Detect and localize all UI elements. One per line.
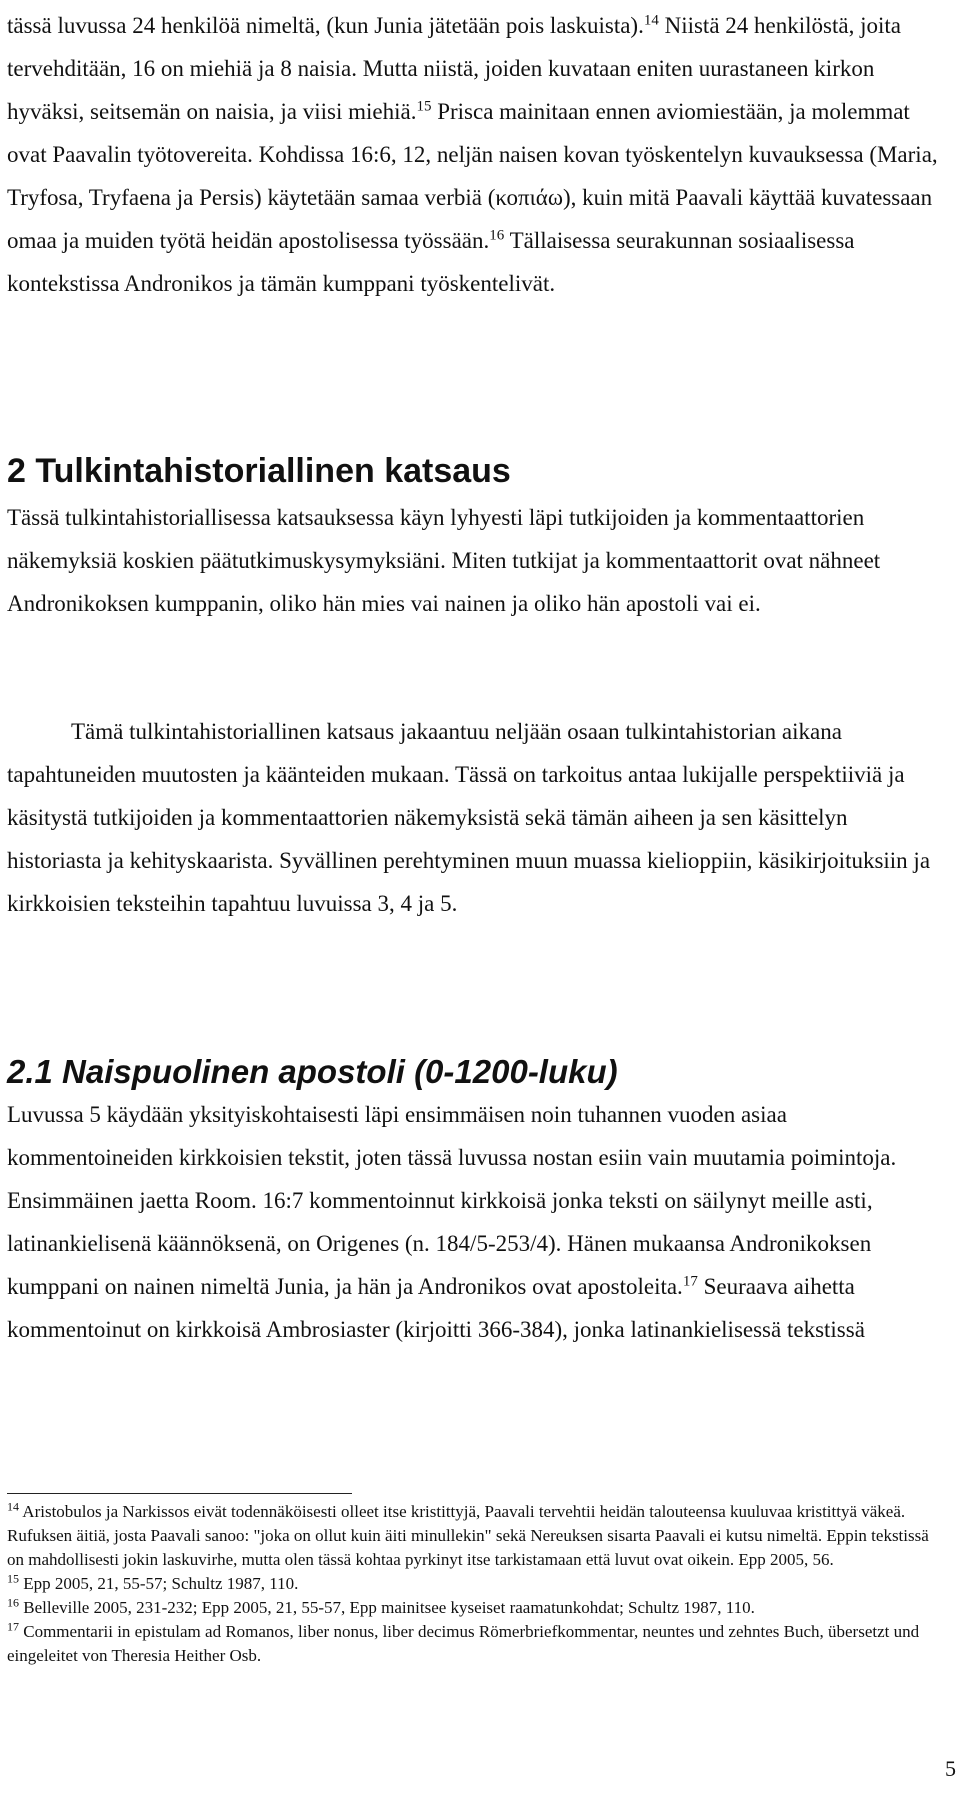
paragraph-text: tässä luvussa 24 henkilöä nimeltä, (kun Junia jätetään pois laskuista). (7, 13, 644, 38)
paragraph-text: Luvussa 5 käydään yksityiskohtaisesti läpi ensimmäisen noin tuhannen vuoden asiaa kommentoineiden kirkkoisien tekstit, joten tässä luvussa nostan esiin vain muutamia poimintoja. Ensimmäinen jaetta Room. 16:7 kommentoinnut kirkkoisä jonka teksti on säilynyt meille asti, latinankielisenä käännöksenä, on Origenes (n. 184/5-253/4). Hänen mukaansa Andronikoksen kumppani on nainen nimeltä Junia, ja hän ja Andronikos ovat apostoleita. (7, 1102, 897, 1299)
footnote-number: 16 (7, 1595, 19, 1610)
paragraph-intro (7, 4, 947, 305)
footnote-number: 15 (7, 1571, 19, 1586)
paragraph-text: Tällaisessa seurakunnan sosiaalisessa kontekstissa Andronikos ja tämän kumppani työskentelivät. (7, 228, 855, 296)
section-heading-2-1: 2.1 Naispuolinen apostoli (0-1200-luku) (7, 1053, 618, 1090)
paragraph-text: Niistä 24 henkilöstä, joita tervehditään, 16 on miehiä ja 8 naisia. Mutta niistä, joiden kuvataan eniten uurastaneen kirkon hyväksi, seitsemän on naisia, ja viisi miehiä. (7, 13, 901, 124)
paragraph-text: Prisca mainitaan ennen aviomiestään, ja molemmat ovat Paavalin työtovereita. Kohdissa 16:6, 12, neljän naisen kovan työskentelyn kuvauksessa (Maria, Tryfosa, Tryfaena ja Persis) käytetään samaa verbiä (κοπιάω), kuin mitä Paavali käyttää kuvatessaan omaa ja muiden työtä heidän apostolisessa työssään. (7, 99, 938, 253)
paragraph-text: Seuraava aihetta kommentoinut on kirkkoisä Ambrosiaster (kirjoitti 366-384), jonka latinankielisessä tekstissä (7, 1274, 865, 1342)
footnote-ref-17[interactable]: 17 (682, 1273, 698, 1290)
footnote-ref-14[interactable]: 14 (643, 12, 659, 29)
paragraph-overview: Tässä tulkintahistoriallisessa katsauksessa käyn lyhyesti läpi tutkijoiden ja kommentaattorien näkemyksiä koskien päätutkimuskysymyksiäni. Miten tutkijat ja kommentaattorit ovat nähneet Andronikoksen kumppanin, oliko hän mies vai nainen ja oliko hän apostoli vai ei. (7, 505, 881, 616)
footnote-separator (7, 1493, 352, 1494)
section-heading-2: 2 Tulkintahistoriallinen katsaus (7, 452, 511, 490)
footnote-number: 17 (7, 1619, 19, 1634)
footnote-text: Belleville 2005, 231-232; Epp 2005, 21, 55-57, Epp mainitsee kyseiset raamatunkohdat; Schultz 1987, 110. (19, 1598, 755, 1617)
footnote-text: Epp 2005, 21, 55-57; Schultz 1987, 110. (19, 1574, 299, 1593)
footnote-14 (7, 1500, 947, 1572)
footnote-ref-16[interactable]: 16 (489, 227, 505, 244)
footnote-ref-15[interactable]: 15 (416, 98, 432, 115)
footnote-16 (7, 1596, 947, 1620)
footnote-text: Aristobulos ja Narkissos eivät todennäköisesti olleet itse kristittyjä, Paavali tervehtii heidän talouteensa kuuluvaa kristittyä väkeä. Rufuksen äitiä, josta Paavali sanoo: "joka on ollut kuin äiti minullekin" sekä Nereuksen sisarta Paavali ei kutsu nimeltä. Eppin tekstissä on mahdollisesti jokin laskuvirhe, mutta olen tässä kohtaa pyrkinyt itse tarkistamaan että luvut ovat oikein. Epp 2005, 56. (7, 1502, 929, 1569)
footnote-17 (7, 1620, 947, 1668)
footnote-number: 14 (7, 1499, 19, 1514)
footnote-text: Commentarii in epistulam ad Romanos, liber nonus, liber decimus Römerbriefkommentar, neuntes und zehntes Buch, übersetzt und eingeleitet von Theresia Heither Osb. (7, 1622, 920, 1665)
paragraph-church-fathers (7, 1093, 947, 1351)
footnotes (7, 1500, 947, 1668)
footnote-15 (7, 1572, 947, 1596)
page-number: 5 (945, 1756, 956, 1781)
paragraph-structure: Tämä tulkintahistoriallinen katsaus jakaantuu neljään osaan tulkintahistorian aikana tapahtuneiden muutosten ja käänteiden mukaan. Tässä on tarkoitus antaa lukijalle perspektiiviä ja käsitystä tutkijoiden ja kommentaattorien näkemyksistä sekä tämän aiheen ja sen käsittelyn historiasta ja kehityskaarista. Syvällinen perehtyminen muun muassa kielioppiin, käsikirjoituksiin ja kirkkoisien teksteihin tapahtuu luvuissa 3, 4 ja 5. (7, 719, 931, 916)
